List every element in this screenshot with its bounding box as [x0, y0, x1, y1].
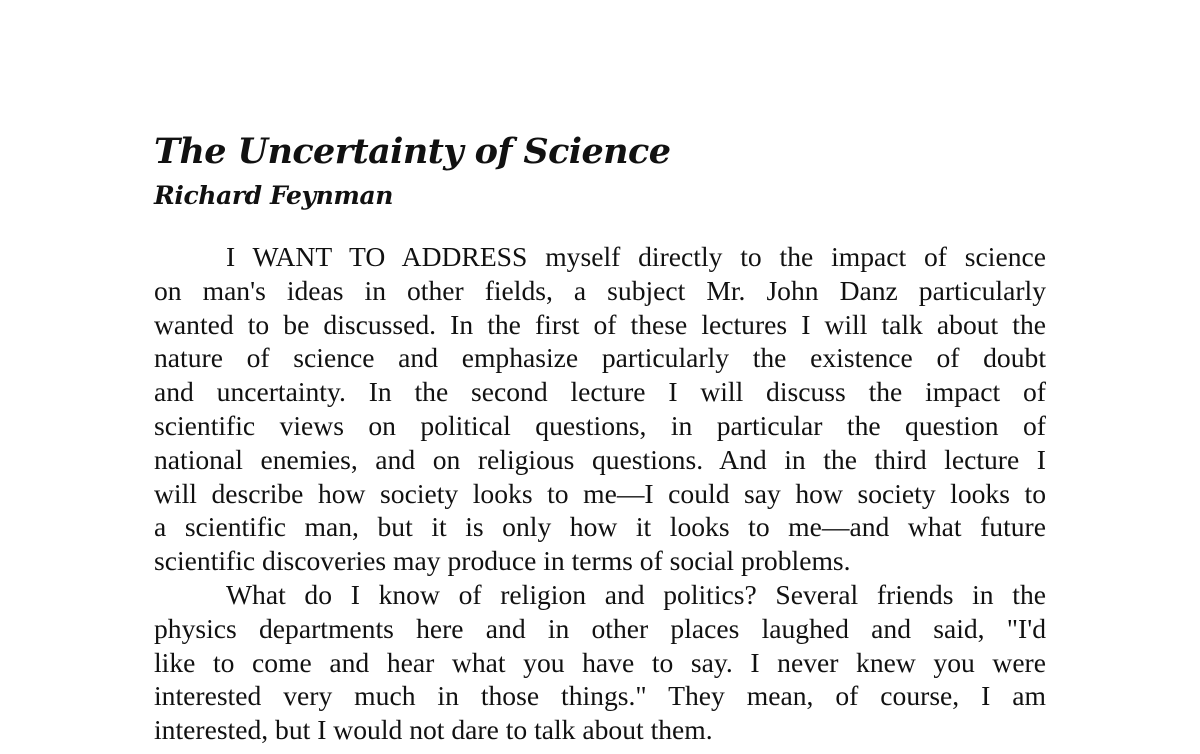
- text-line: physics departments here and in other places laughed and said, "I'd: [154, 612, 1046, 644]
- text-line: interested, but I would not dare to talk about them.: [154, 714, 713, 746]
- text-line: nature of science and emphasize particularly the existence of doubt: [154, 342, 1046, 374]
- text-line: scientific discoveries may produce in terms of social problems.: [154, 545, 851, 577]
- paragraph-1: [154, 240, 1046, 578]
- text-line: interested very much in those things." They mean, of course, I am: [154, 680, 1046, 712]
- text-line: wanted to be discussed. In the first of these lectures I will talk about the: [154, 308, 1046, 340]
- text-line: scientific views on political questions, in particular the question of: [154, 409, 1046, 441]
- text-line: I WANT TO ADDRESS myself directly to the impact of science: [226, 241, 1046, 272]
- text-line: like to come and hear what you have to say. I never knew you were: [154, 646, 1046, 678]
- text-line: What do I know of religion and politics? Several friends in the: [226, 578, 1046, 610]
- text-line: a scientific man, but it is only how it looks to me—and what future: [154, 511, 1046, 543]
- text-line: and uncertainty. In the second lecture I will discuss the impact of: [154, 376, 1046, 408]
- text-line: national enemies, and on religious questions. And in the third lecture I: [154, 443, 1046, 475]
- document-title: The Uncertainty of Science: [154, 131, 671, 172]
- document-author: Richard Feynman: [154, 181, 394, 210]
- document-body: [154, 240, 1046, 747]
- text-line: on man's ideas in other fields, a subject Mr. John Danz particularly: [154, 274, 1046, 306]
- text-line: will describe how society looks to me—I could say how society looks to: [154, 477, 1046, 509]
- paragraph-2: [154, 578, 1046, 747]
